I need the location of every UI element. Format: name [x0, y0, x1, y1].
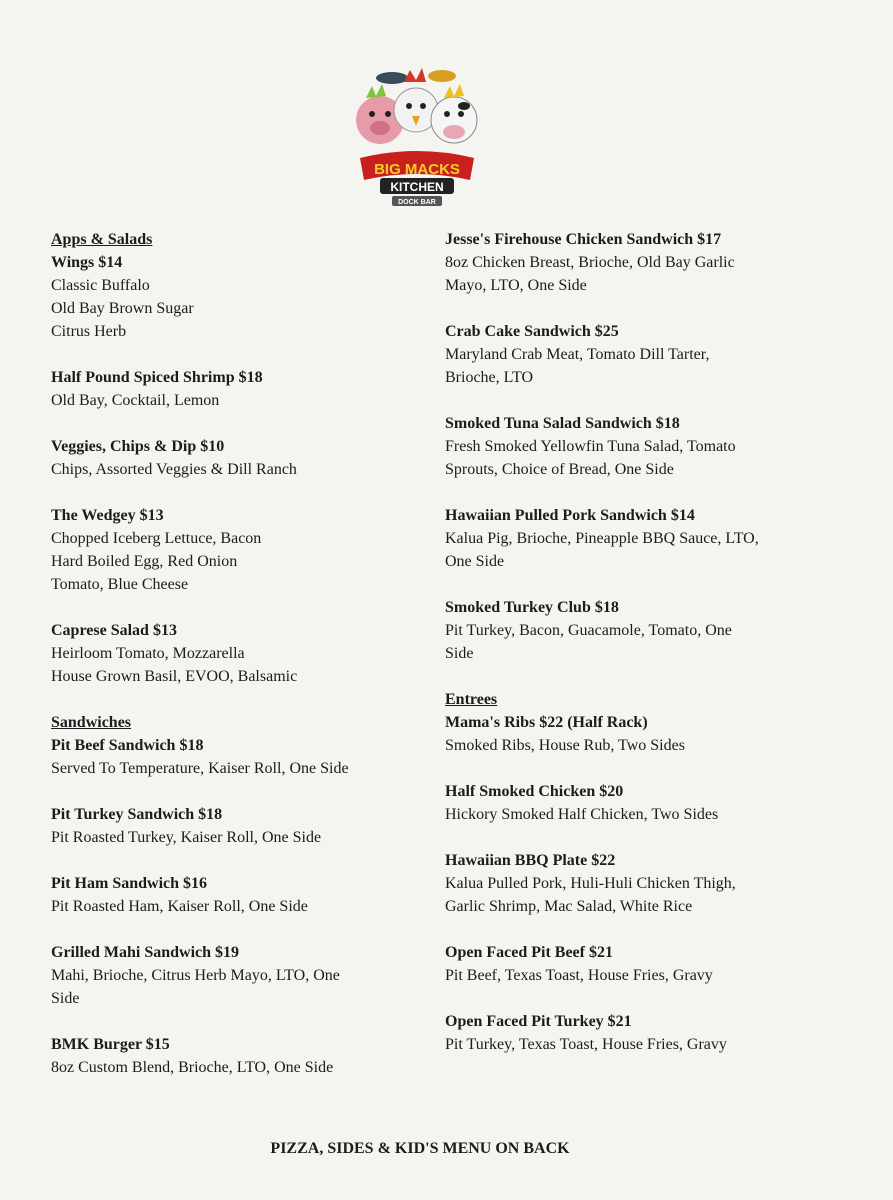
menu-item: [51, 504, 391, 596]
right-column: [445, 228, 795, 1079]
menu-item: [445, 711, 795, 757]
menu-item-description: Hard Boiled Egg, Red Onion: [51, 553, 238, 570]
menu-item-description: Served To Temperature, Kaiser Roll, One Side: [51, 760, 349, 777]
menu-item-description: Side: [445, 645, 474, 662]
menu-item: [445, 412, 795, 481]
menu-item-description: Fresh Smoked Yellowfin Tuna Salad, Tomato: [445, 438, 736, 455]
menu-item-description: Mayo, LTO, One Side: [445, 277, 587, 294]
menu-item-description: One Side: [445, 553, 505, 570]
menu-item-title: Open Faced Pit Turkey $21: [445, 1013, 632, 1030]
menu-item-description: Old Bay Brown Sugar: [51, 300, 194, 317]
menu-item-title: Wings $14: [51, 254, 123, 271]
menu-item-title: Open Faced Pit Beef $21: [445, 944, 613, 961]
menu-item: [445, 1010, 795, 1056]
menu-item-title: Mama's Ribs $22 (Half Rack): [445, 714, 648, 731]
menu-item-title: Smoked Turkey Club $18: [445, 599, 619, 616]
menu-item-description: Pit Turkey, Texas Toast, House Fries, Gravy: [445, 1036, 727, 1053]
menu-item: [445, 504, 795, 573]
menu-item-title: Jesse's Firehouse Chicken Sandwich $17: [445, 231, 722, 248]
menu-item-description: Smoked Ribs, House Rub, Two Sides: [445, 737, 685, 754]
menu-item: [51, 435, 391, 481]
menu-item-description: Chopped Iceberg Lettuce, Bacon: [51, 530, 262, 547]
menu-item-title: Hawaiian Pulled Pork Sandwich $14: [445, 507, 695, 524]
menu-item-description: Side: [51, 990, 80, 1007]
menu-item: [445, 941, 795, 987]
restaurant-logo: [352, 62, 482, 212]
menu-item: [51, 872, 391, 918]
menu-item-description: Tomato, Blue Cheese: [51, 576, 189, 593]
menu-item-title: The Wedgey $13: [51, 507, 164, 524]
menu-item-description: Pit Beef, Texas Toast, House Fries, Gravy: [445, 967, 713, 984]
menu-item-description: Heirloom Tomato, Mozzarella: [51, 645, 245, 662]
logo-text-2: KITCHEN: [390, 180, 444, 194]
menu-item-description: Citrus Herb: [51, 323, 127, 340]
menu-item-description: Old Bay, Cocktail, Lemon: [51, 392, 220, 409]
logo-text-3: DOCK BAR: [398, 199, 436, 206]
menu-item: [445, 320, 795, 389]
menu-item-description: 8oz Custom Blend, Brioche, LTO, One Side: [51, 1059, 334, 1076]
menu-item: [51, 366, 391, 412]
menu-item-description: Kalua Pig, Brioche, Pineapple BBQ Sauce, LTO,: [445, 530, 759, 547]
footer-note: [0, 1140, 840, 1158]
menu-item-title: Pit Turkey Sandwich $18: [51, 806, 223, 823]
menu-item-description: Brioche, LTO: [445, 369, 533, 386]
menu-item: [51, 1033, 391, 1079]
menu-item-description: Chips, Assorted Veggies & Dill Ranch: [51, 461, 297, 478]
section-heading-apps-salads: Apps & Salads: [51, 231, 153, 248]
menu-item: [51, 803, 391, 849]
section-heading-entrees: Entrees: [445, 691, 498, 708]
menu-item-description: Hickory Smoked Half Chicken, Two Sides: [445, 806, 719, 823]
menu-item-title: Half Smoked Chicken $20: [445, 783, 624, 800]
menu-item-title: Smoked Tuna Salad Sandwich $18: [445, 415, 680, 432]
menu-item: [445, 780, 795, 826]
menu-item-description: Mahi, Brioche, Citrus Herb Mayo, LTO, One: [51, 967, 340, 984]
menu-item-title: Half Pound Spiced Shrimp $18: [51, 369, 263, 386]
menu-item-title: Crab Cake Sandwich $25: [445, 323, 619, 340]
logo-text-1: BIG MACKS: [374, 161, 460, 178]
menu-item-description: Sprouts, Choice of Bread, One Side: [445, 461, 674, 478]
menu-item-title: BMK Burger $15: [51, 1036, 170, 1053]
menu-item: [445, 849, 795, 918]
menu-item: [445, 228, 795, 297]
section-heading-sandwiches: Sandwiches: [51, 714, 132, 731]
menu-item: [51, 251, 391, 343]
menu-item-title: Veggies, Chips & Dip $10: [51, 438, 225, 455]
left-column: [51, 228, 391, 1102]
menu-item-description: Kalua Pulled Pork, Huli-Huli Chicken Thigh,: [445, 875, 736, 892]
menu-item-title: Grilled Mahi Sandwich $19: [51, 944, 240, 961]
menu-item-description: Pit Roasted Turkey, Kaiser Roll, One Side: [51, 829, 322, 846]
menu-item-description: Garlic Shrimp, Mac Salad, White Rice: [445, 898, 693, 915]
menu-item-title: Pit Beef Sandwich $18: [51, 737, 204, 754]
menu-item-title: Hawaiian BBQ Plate $22: [445, 852, 616, 869]
menu-item-description: Maryland Crab Meat, Tomato Dill Tarter,: [445, 346, 710, 363]
menu-item-description: 8oz Chicken Breast, Brioche, Old Bay Garlic: [445, 254, 735, 271]
menu-item: [51, 619, 391, 688]
menu-item-description: House Grown Basil, EVOO, Balsamic: [51, 668, 298, 685]
menu-item-title: Caprese Salad $13: [51, 622, 177, 639]
logo-graphic: [352, 62, 482, 212]
footer-text: PIZZA, SIDES & KID'S MENU ON BACK: [270, 1140, 570, 1157]
menu-item: [445, 596, 795, 665]
menu-item: [51, 734, 391, 780]
menu-item: [51, 941, 391, 1010]
menu-item-description: Pit Turkey, Bacon, Guacamole, Tomato, One: [445, 622, 732, 639]
menu-item-description: Classic Buffalo: [51, 277, 150, 294]
menu-item-title: Pit Ham Sandwich $16: [51, 875, 208, 892]
menu-item-description: Pit Roasted Ham, Kaiser Roll, One Side: [51, 898, 308, 915]
